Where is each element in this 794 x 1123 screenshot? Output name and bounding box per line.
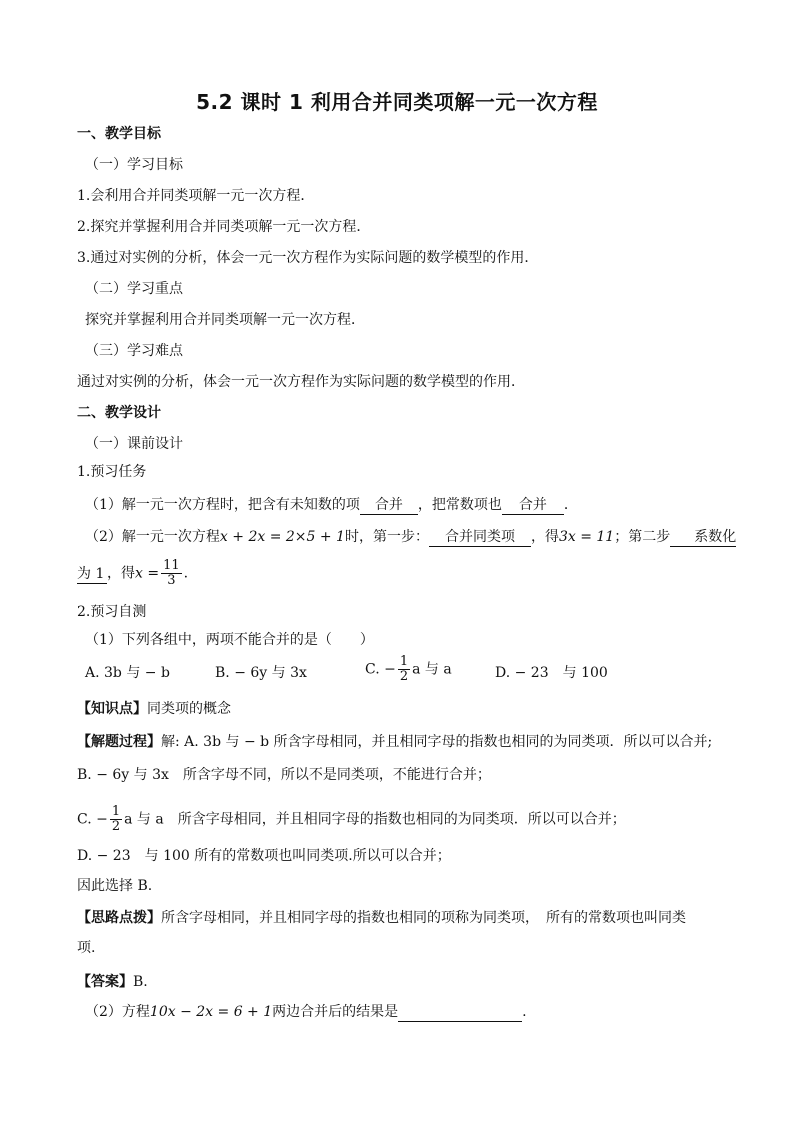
answer-blank-1: 合并 [360, 496, 418, 515]
selftest-question-1: （1）下列各组中，两项不能合并的是（ ） [85, 632, 374, 648]
solution-label: 【解题过程】 [77, 734, 161, 750]
page-title: 5.2 课时 1 利用合并同类项解一元一次方程 [196, 90, 598, 114]
answer-line [77, 972, 148, 992]
equation-result: 3x = 11 [558, 529, 615, 545]
preview-question-2 [85, 527, 736, 547]
solution-conclusion: 因此选择 B. [77, 878, 153, 894]
difficulty-text: 通过对实例的分析，体会一元一次方程作为实际问题的数学模型的作用． [77, 374, 525, 390]
fraction-numerator: 11 [163, 558, 180, 573]
option-c-text: a 与 a [412, 661, 452, 678]
answer-blank-4a: 系数化 [670, 528, 736, 547]
q-text: ，把常数项也 [417, 497, 502, 513]
q-text: ，得 [107, 565, 135, 582]
goal-item-3: 3.通过对实例的分析，体会一元一次方程作为实际问题的数学模型的作用． [77, 250, 539, 266]
hint-label: 【思路点拨】 [77, 910, 161, 926]
answer-blank-4b: 为 1 [77, 565, 107, 584]
fraction-numerator: 1 [399, 654, 409, 669]
option-d: D. − 23 与 100 [495, 665, 608, 681]
goal-item-1: 1.会利用合并同类项解一元一次方程． [77, 188, 315, 204]
option-c-sign: C. − [365, 661, 396, 678]
section-heading-goals: 一、教学目标 [77, 126, 161, 142]
solution-c [77, 805, 626, 834]
equation: x + 2x = 2×5 + 1 [219, 529, 345, 545]
q-text: . [183, 565, 189, 582]
solution-line [77, 732, 712, 752]
answer-text: B. [133, 974, 148, 990]
answer-blank-5 [398, 1003, 522, 1022]
q-text: ；第二步 [614, 529, 671, 545]
preview-question-2-cont [77, 559, 188, 588]
answer-blank-3: 合并同类项 [429, 528, 531, 547]
fraction-denominator: 2 [399, 669, 409, 684]
preview-question-1 [85, 495, 578, 515]
variable-x: x = [135, 565, 160, 582]
q-text: 两边合并后的结果是 [272, 1004, 399, 1020]
knowledge-point [77, 699, 231, 719]
hint-line-1 [77, 908, 686, 928]
q-text: . [522, 1004, 527, 1020]
solution-text: 解: A. 3b 与 − b 所含字母相同，并且相同字母的指数也相同的为同类项．所以可以合并; [161, 734, 713, 750]
solution-c-text: a 与 a 所含字母相同，并且相同字母的指数也相同的为同类项．所以可以合并； [124, 811, 626, 828]
subheading-learning-goals: （一）学习目标 [85, 157, 183, 173]
subheading-difficulty: （三）学习难点 [85, 343, 183, 359]
solution-b: B. − 6y 与 3x 所含字母不同，所以不是同类项，不能进行合并； [77, 767, 491, 783]
q-text: ，得 [530, 529, 559, 545]
subheading-preclass: （一）课前设计 [85, 436, 183, 452]
key-point-text: 探究并掌握利用合并同类项解一元一次方程． [85, 312, 365, 328]
fraction-11-3 [161, 559, 182, 588]
preview-task-title: 1.预习任务 [77, 464, 147, 480]
knowledge-label: 【知识点】 [77, 701, 147, 717]
q-text: ． [563, 497, 578, 513]
q-text: （1）解一元一次方程时，把含有未知数的项 [85, 497, 360, 513]
fraction-1-2 [110, 805, 122, 834]
knowledge-text: 同类项的概念 [147, 701, 231, 717]
fraction-numerator: 1 [111, 804, 121, 819]
option-b: B. − 6y 与 3x [215, 665, 307, 681]
subheading-key-point: （二）学习重点 [85, 281, 183, 297]
solution-c-sign: C. − [77, 811, 108, 828]
selftest-title: 2.预习自测 [77, 604, 147, 620]
q-text: （2）方程 [85, 1004, 150, 1020]
solution-d: D. − 23 与 100 所有的常数项也叫同类项.所以可以合并； [77, 848, 451, 864]
answer-label: 【答案】 [77, 974, 133, 990]
goal-item-2: 2.探究并掌握利用合并同类项解一元一次方程． [77, 219, 371, 235]
selftest-question-2 [85, 1002, 527, 1022]
fraction-denominator: 3 [167, 573, 176, 588]
hint-text: 所含字母相同，并且相同字母的指数也相同的项称为同类项， 所有的常数项也叫同类 [161, 910, 686, 926]
option-a: A. 3b 与 − b [85, 665, 170, 681]
option-c [365, 655, 452, 684]
fraction-1-2 [398, 655, 410, 684]
fraction-denominator: 2 [111, 819, 121, 834]
q-text: 时，第一步： [344, 529, 429, 545]
hint-line-2: 项. [77, 940, 96, 956]
q-text: （2）解一元一次方程 [85, 529, 220, 545]
equation: 10x − 2x = 6 + 1 [149, 1004, 273, 1020]
section-heading-design: 二、教学设计 [77, 405, 161, 421]
answer-blank-2: 合并 [502, 496, 564, 515]
